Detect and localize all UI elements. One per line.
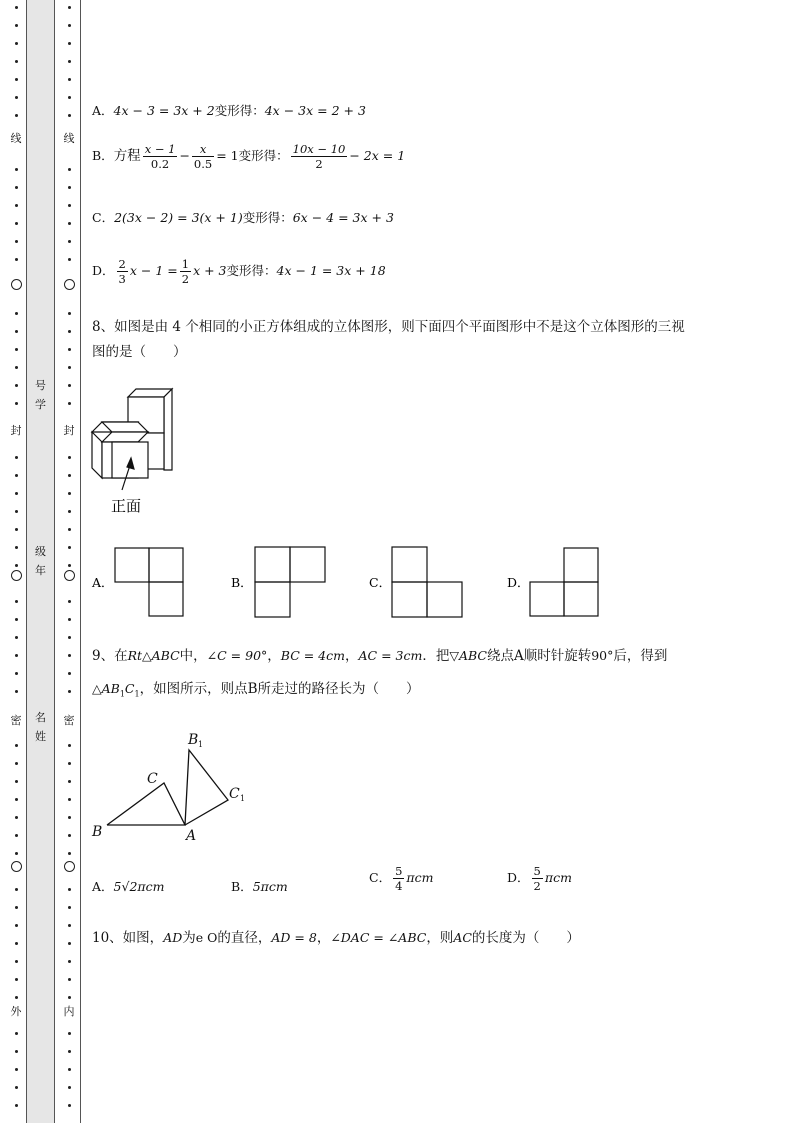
student-name-field: 名 姓 xyxy=(35,711,46,743)
q9-option-d: D． $\frac{5}{2}$ πcm xyxy=(507,864,572,893)
fraction: $\frac{2}{3}$ xyxy=(118,257,126,286)
q8-option-c-label: C． xyxy=(369,575,392,590)
point-c1-label: C xyxy=(229,786,240,802)
inner-margin-char: 密 xyxy=(63,714,75,727)
q7-option-c: C．2(3x − 2) = 3(x + 1)变形得：6x − 4 = 3x + 3 xyxy=(92,210,394,225)
class-grade-field: 级 年 xyxy=(35,545,46,577)
q8-stem-line1: 8、如图是由 4 个相同的小正方体组成的立体图形，则下面四个平面图形中不是这个立体图形的三视 xyxy=(92,319,685,335)
svg-text:1: 1 xyxy=(198,740,204,749)
q10-stem: 10、如图，AD为e O的直径，AD = 8，∠DAC = ∠ABC，则AC的长度为（ ） xyxy=(92,930,580,946)
outer-margin-char: 封 xyxy=(10,424,22,437)
q7-option-a: A．4x − 3 = 3x + 2变形得：4x − 3x = 2 + 3 xyxy=(92,103,366,118)
fraction: $\frac{10x - 10}{2}$ xyxy=(292,142,346,171)
point-a-label: A xyxy=(186,828,197,844)
q9-option-a: A．5√2πcm xyxy=(92,879,165,894)
fraction: $\frac{x - 1}{0.2}$ xyxy=(144,142,176,171)
inner-margin-char: 封 xyxy=(63,424,75,437)
fraction: $\frac{1}{2}$ xyxy=(181,257,190,286)
inner-margin-char: 线 xyxy=(63,132,75,145)
outer-margin-char: 密 xyxy=(10,714,22,727)
q8-stem-line2: 图的是（ ） xyxy=(92,344,187,360)
q9-option-b: B．5πcm xyxy=(231,879,288,894)
point-b-label: B xyxy=(92,824,103,840)
point-c-label: C xyxy=(147,771,158,787)
student-number-field: 号 学 xyxy=(35,379,46,411)
q9-stem-line2: $\triangle AB_1C_1$，如图所示，则点B所走过的路径长为（ ） xyxy=(92,681,420,699)
svg-text:1: 1 xyxy=(240,794,246,803)
q8-option-d-label: D． xyxy=(507,575,530,590)
front-view-label: 正面 xyxy=(111,497,142,515)
fraction: $\frac{5}{4}$ xyxy=(395,864,403,893)
fraction: $\frac{x}{0.5}$ xyxy=(193,142,213,171)
point-b1-label: B xyxy=(188,732,199,748)
q8-option-b-label: B． xyxy=(231,575,253,590)
q8-option-a-label: A． xyxy=(92,575,114,590)
fraction: $\frac{5}{2}$ xyxy=(533,864,541,893)
inner-margin-char: 内 xyxy=(63,1005,75,1018)
outer-margin-char: 线 xyxy=(10,132,22,145)
q9-option-c: C． $\frac{5}{4}$ πcm xyxy=(369,864,434,893)
q7-option-d: D． $\frac{2}{3}$ x − 1 = $\frac{1}{2}$ x + 3变形得：4x − 1 = 3x + 18 xyxy=(92,257,386,286)
q9-stem-line1: 9、在Rt△ABC中，∠C = 90°，BC = 4cm，AC = 3cm．把▽ABC绕点A顺时针旋转90°后，得到 xyxy=(92,648,668,664)
q7-option-b: B．方程 $\frac{x - 1}{0.2}$ − $\frac{x}{0.5}$ = 1变形得： $\frac{10x - 10}{2}$ − 2x = 1 xyxy=(92,142,406,171)
outer-margin-char: 外 xyxy=(10,1005,22,1018)
